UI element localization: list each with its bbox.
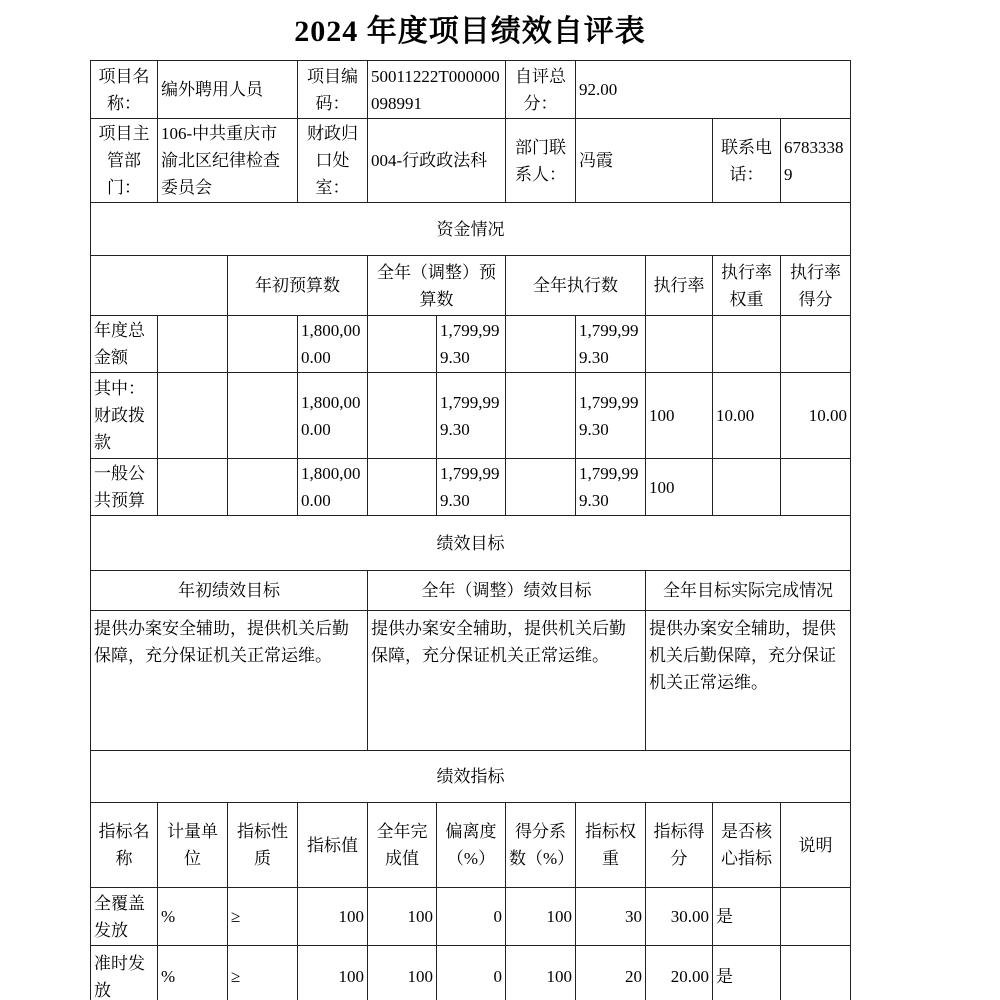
nature-header-cell: 指标性质	[228, 803, 298, 888]
spacer-cell	[506, 373, 576, 459]
weight-header-cell: 指标权重	[576, 803, 646, 888]
funding-row-total	[91, 316, 851, 373]
nature-cell: ≥	[228, 888, 298, 946]
initial-budget-cell: 1,800,000.00	[298, 373, 368, 459]
spacer-cell	[158, 373, 228, 459]
funding-row-label-cell: 其中：财政拨款	[91, 373, 158, 459]
is-core-cell: 是	[713, 888, 781, 946]
goals-content-row	[91, 611, 851, 751]
goals-section-row	[91, 516, 851, 571]
funding-row-fiscal	[91, 373, 851, 459]
completed-value-header-cell: 全年完成值	[368, 803, 437, 888]
adjusted-budget-cell: 1,799,999.30	[437, 316, 506, 373]
execution-rate-weight-cell: 10.00	[713, 373, 781, 459]
project-name-label-cell: 项目名称：	[91, 61, 158, 119]
target-value-cell: 100	[298, 888, 368, 946]
spacer-cell	[368, 316, 437, 373]
unit-cell: %	[158, 888, 228, 946]
spacer-cell	[368, 373, 437, 459]
indicator-name-cell: 全覆盖发放	[91, 888, 158, 946]
execution-rate-score-cell	[781, 316, 851, 373]
score-coefficient-header-cell: 得分系数（%）	[506, 803, 576, 888]
indicators-section-title: 绩效指标	[91, 751, 851, 803]
page-title: 2024 年度项目绩效自评表	[294, 15, 646, 48]
weight-cell: 20	[576, 946, 646, 1000]
executed-amount-header-cell: 全年执行数	[506, 256, 646, 316]
dept-label-cell: 项目主管部门：	[91, 119, 158, 203]
contact-label-cell: 部门联系人：	[506, 119, 576, 203]
self-score-label-cell: 自评总分：	[506, 61, 576, 119]
execution-rate-header-cell: 执行率	[646, 256, 713, 316]
adjusted-budget-cell: 1,799,999.30	[437, 373, 506, 459]
spacer-cell	[506, 459, 576, 516]
spacer-cell	[228, 316, 298, 373]
execution-rate-weight-cell	[713, 459, 781, 516]
spacer-cell	[158, 459, 228, 516]
finance-office-label-cell: 财政归口处室：	[298, 119, 368, 203]
score-coefficient-cell: 100	[506, 888, 576, 946]
executed-amount-cell: 1,799,999.30	[576, 459, 646, 516]
spacer-cell	[228, 373, 298, 459]
deviation-cell: 0	[437, 888, 506, 946]
funding-row-label-cell: 年度总金额	[91, 316, 158, 373]
execution-rate-score-cell: 10.00	[781, 373, 851, 459]
spacer-cell	[368, 459, 437, 516]
completed-value-cell: 100	[368, 888, 437, 946]
spacer-cell	[228, 459, 298, 516]
executed-amount-cell: 1,799,999.30	[576, 316, 646, 373]
target-value-header-cell: 指标值	[298, 803, 368, 888]
unit-header-cell: 计量单位	[158, 803, 228, 888]
score-coefficient-cell: 100	[506, 946, 576, 1000]
phone-value-cell: 67833389	[781, 119, 851, 203]
funding-section-row	[91, 203, 851, 256]
note-cell	[781, 946, 851, 1000]
initial-budget-header-cell: 年初预算数	[228, 256, 368, 316]
funding-section-title: 资金情况	[91, 203, 851, 256]
note-cell	[781, 888, 851, 946]
execution-rate-weight-header-cell: 执行率权重	[713, 256, 781, 316]
note-header-cell: 说明	[781, 803, 851, 888]
goals-section-title: 绩效目标	[91, 516, 851, 571]
goals-header-row	[91, 571, 851, 611]
funding-row-general	[91, 459, 851, 516]
indicators-header-row	[91, 803, 851, 888]
funding-stub-header-cell	[91, 256, 228, 316]
project-code-value-cell: 50011222T000000098991	[368, 61, 506, 119]
phone-label-cell: 联系电话：	[713, 119, 781, 203]
score-header-cell: 指标得分	[646, 803, 713, 888]
funding-row-label-cell: 一般公共预算	[91, 459, 158, 516]
unit-cell: %	[158, 946, 228, 1000]
adjusted-budget-header-cell: 全年（调整）预算数	[368, 256, 506, 316]
target-value-cell: 100	[298, 946, 368, 1000]
adjusted-budget-cell: 1,799,999.30	[437, 459, 506, 516]
execution-rate-score-header-cell: 执行率得分	[781, 256, 851, 316]
execution-rate-cell: 100	[646, 373, 713, 459]
self-score-value-cell: 92.00	[576, 61, 851, 119]
nature-cell: ≥	[228, 946, 298, 1000]
indicator-row	[91, 888, 851, 946]
info-row-1	[91, 61, 851, 119]
contact-value-cell: 冯霞	[576, 119, 713, 203]
funding-header-row	[91, 256, 851, 316]
execution-rate-score-cell	[781, 459, 851, 516]
score-cell: 20.00	[646, 946, 713, 1000]
executed-amount-cell: 1,799,999.30	[576, 373, 646, 459]
adjusted-goal-content-cell: 提供办案安全辅助，提供机关后勤保障，充分保证机关正常运维。	[368, 611, 646, 751]
spacer-cell	[506, 316, 576, 373]
indicator-row	[91, 946, 851, 1000]
deviation-header-cell: 偏离度（%）	[437, 803, 506, 888]
execution-rate-cell: 100	[646, 459, 713, 516]
initial-goal-content-cell: 提供办案安全辅助，提供机关后勤保障，充分保证机关正常运维。	[91, 611, 368, 751]
deviation-cell: 0	[437, 946, 506, 1000]
indicator-name-cell: 准时发放	[91, 946, 158, 1000]
dept-value-cell: 106-中共重庆市渝北区纪律检查委员会	[158, 119, 298, 203]
weight-cell: 30	[576, 888, 646, 946]
is-core-header-cell: 是否核心指标	[713, 803, 781, 888]
initial-goal-header-cell: 年初绩效目标	[91, 571, 368, 611]
initial-budget-cell: 1,800,000.00	[298, 459, 368, 516]
info-row-2	[91, 119, 851, 203]
actual-completion-header-cell: 全年目标实际完成情况	[646, 571, 851, 611]
actual-completion-content-cell: 提供办案安全辅助，提供机关后勤保障，充分保证机关正常运维。	[646, 611, 851, 751]
indicator-name-header-cell: 指标名称	[91, 803, 158, 888]
initial-budget-cell: 1,800,000.00	[298, 316, 368, 373]
execution-rate-cell	[646, 316, 713, 373]
is-core-cell: 是	[713, 946, 781, 1000]
completed-value-cell: 100	[368, 946, 437, 1000]
score-cell: 30.00	[646, 888, 713, 946]
self-evaluation-table	[90, 60, 851, 1000]
spacer-cell	[158, 316, 228, 373]
execution-rate-weight-cell	[713, 316, 781, 373]
project-name-value-cell: 编外聘用人员	[158, 61, 298, 119]
project-code-label-cell: 项目编码：	[298, 61, 368, 119]
indicators-section-row	[91, 751, 851, 803]
adjusted-goal-header-cell: 全年（调整）绩效目标	[368, 571, 646, 611]
finance-office-value-cell: 004-行政政法科	[368, 119, 506, 203]
